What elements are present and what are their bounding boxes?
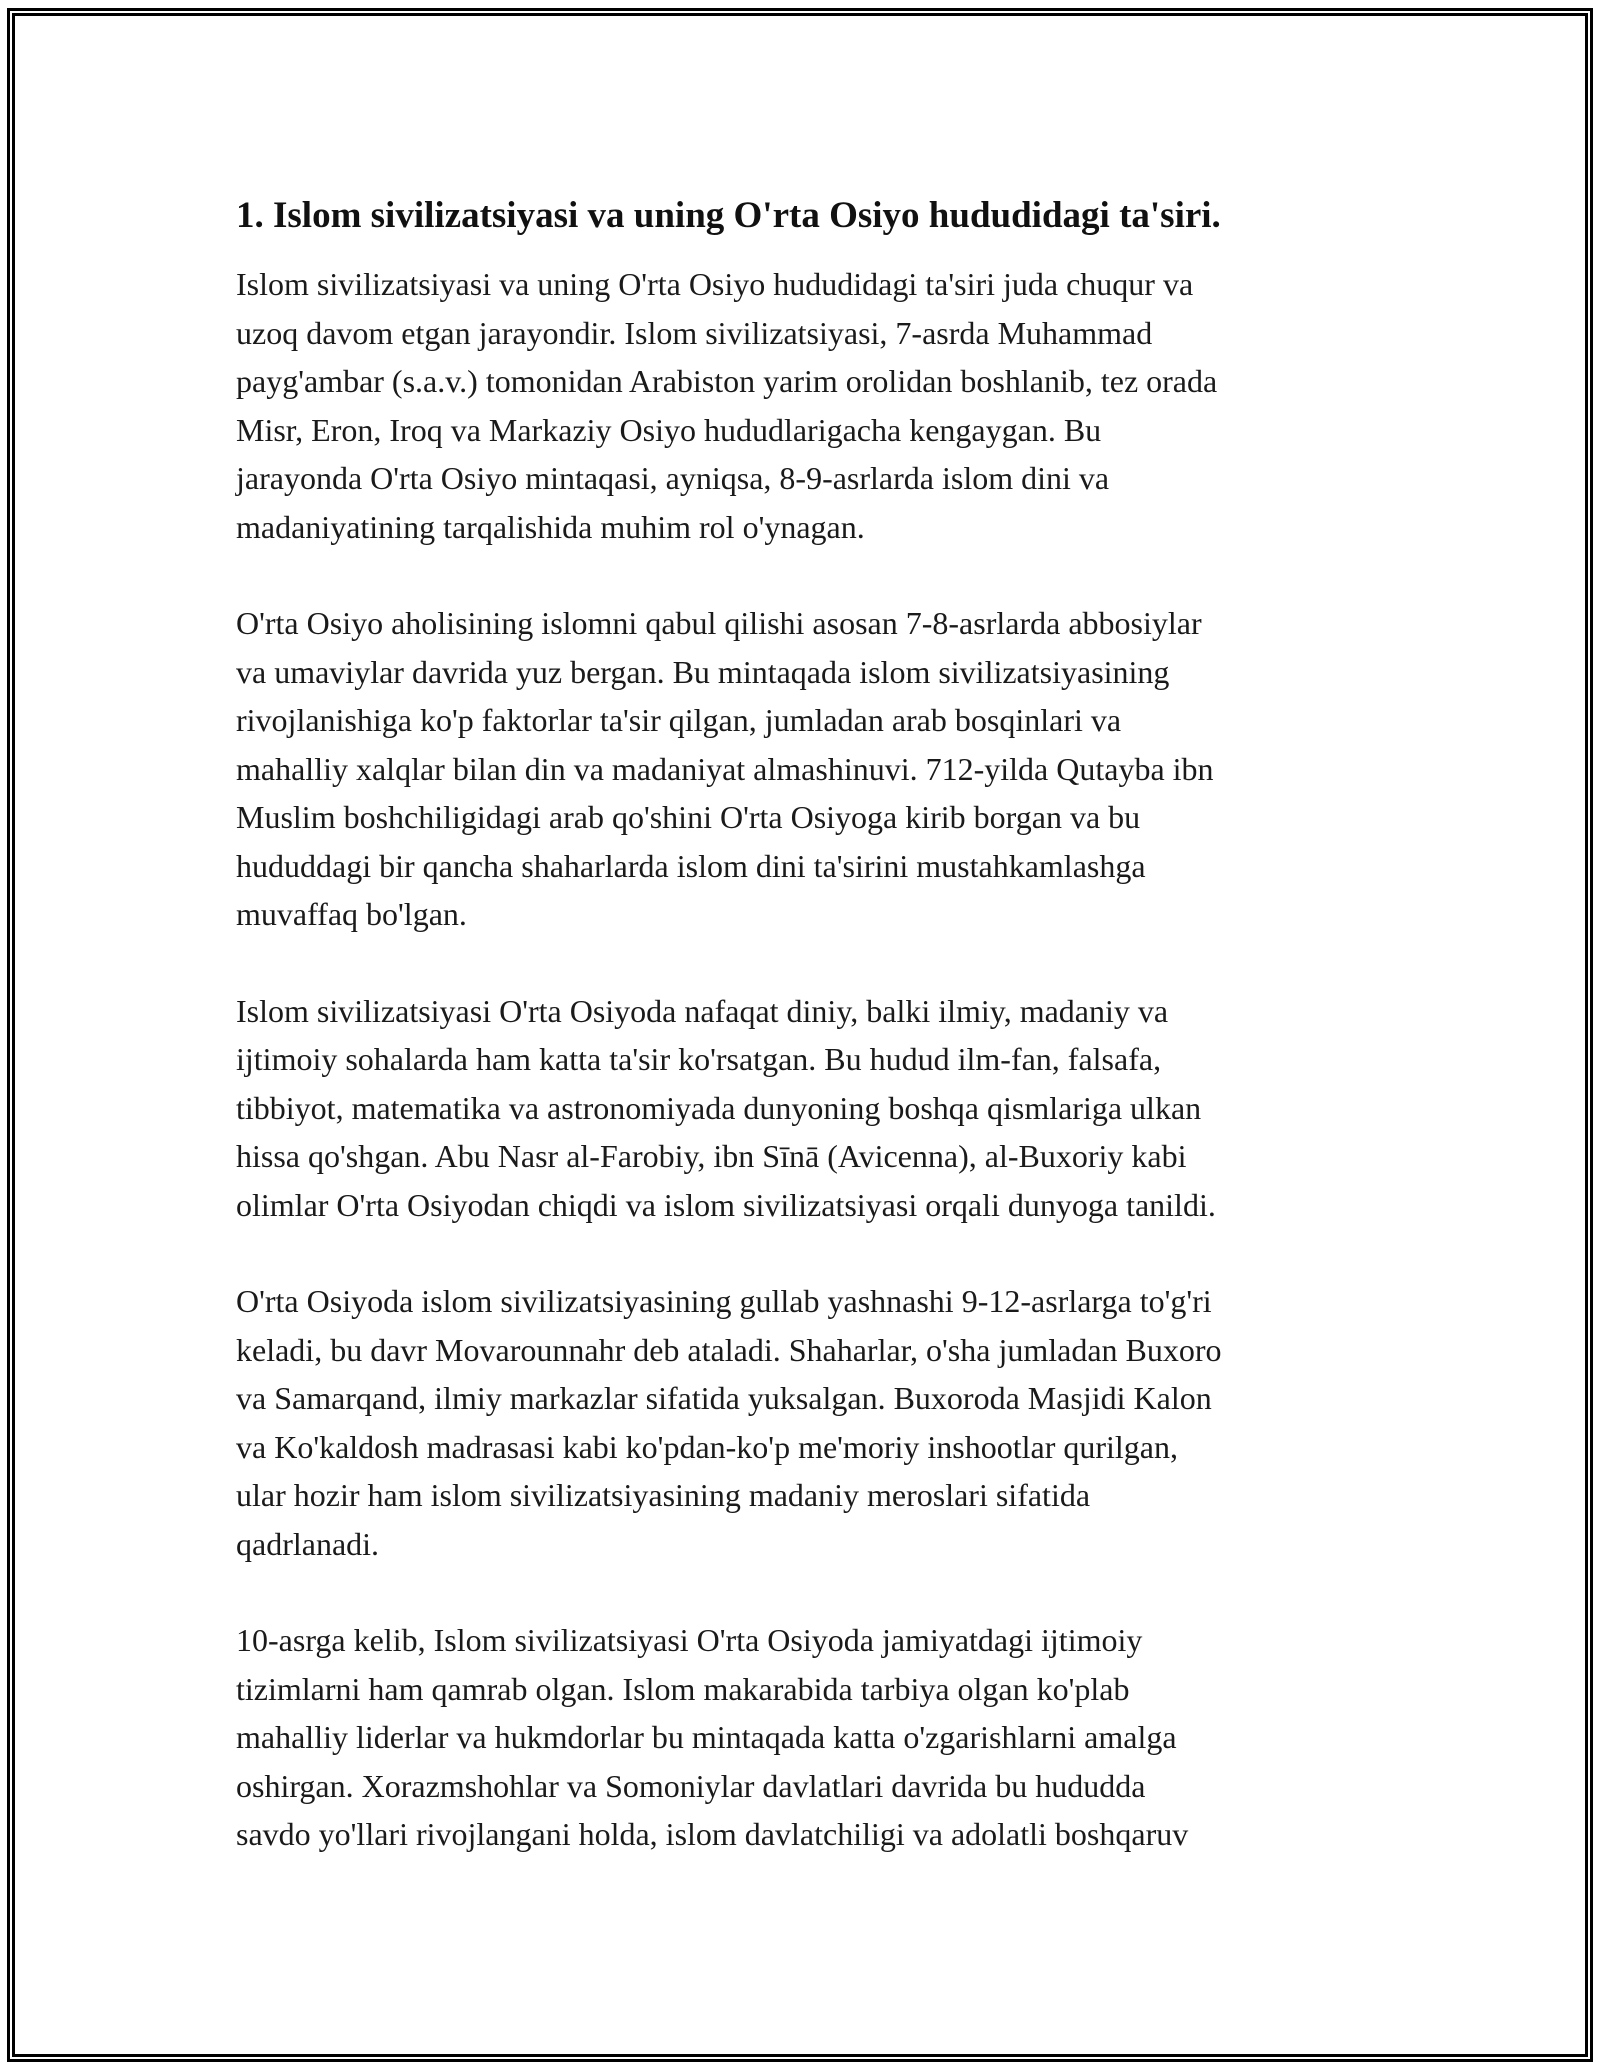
text-line: va Samarqand, ilmiy markazlar sifatida yuksalgan. Buxoroda Masjidi Kalon xyxy=(236,1380,1212,1416)
text-line: olimlar O'rta Osiyodan chiqdi va islom sivilizatsiyasi orqali dunyoga tanildi. xyxy=(236,1186,1216,1223)
text-line: savdo yo'llari rivojlangani holda, islom davlatchiligi va adolatli boshqaruv xyxy=(236,1816,1189,1852)
text-line: mahalliy xalqlar bilan din va madaniyat almashinuvi. 712-yilda Qutayba ibn xyxy=(236,750,1214,787)
text-line: Islom sivilizatsiyasi O'rta Osiyoda nafaqat diniy, balki ilmiy, madaniy va xyxy=(236,992,1169,1029)
text-line: Islom sivilizatsiyasi va uning O'rta Osiyo hududidagi ta'siri juda chuqur va xyxy=(236,266,1194,302)
text-line: 10-asrga kelib, Islom sivilizatsiyasi O'rta Osiyoda jamiyatdagi ijtimoiy xyxy=(236,1622,1143,1658)
text-line: madaniyatining tarqalishida muhim rol o'ynagan. xyxy=(236,508,865,545)
text-line: va umaviylar davrida yuz bergan. Bu mintaqada islom sivilizatsiyasining xyxy=(236,653,1170,690)
text-line: payg'ambar (s.a.v.) tomonidan Arabiston yarim orolidan boshlanib, tez orada xyxy=(236,363,1218,399)
paragraph-5 xyxy=(236,1616,1376,1859)
text-line: ijtimoiy sohalarda ham katta ta'sir ko'rsatgan. Bu hudud ilm-fan, falsafa, xyxy=(236,1041,1162,1077)
text-line: tizimlarni ham qamrab olgan. Islom makarabida tarbiya olgan ko'plab xyxy=(236,1670,1130,1707)
text-line: muvaffaq bo'lgan. xyxy=(236,896,467,932)
document-body xyxy=(236,188,1376,1907)
paragraph-4 xyxy=(236,1277,1376,1568)
text-line: mahalliy liderlar va hukmdorlar bu mintaqada katta o'zgarishlarni amalga xyxy=(236,1719,1177,1755)
text-line: oshirgan. Xorazmshohlar va Somoniylar davlatlari davrida bu hududda xyxy=(236,1767,1146,1804)
text-line: qadrlanadi. xyxy=(236,1525,380,1562)
text-line: Misr, Eron, Iroq va Markaziy Osiyo hududlarigacha kengaygan. Bu xyxy=(236,411,1102,448)
section-heading: 1. Islom sivilizatsiyasi va uning O'rta Osiyo hududidagi ta'siri. xyxy=(236,195,1221,236)
text-line: hissa qo'shgan. Abu Nasr al-Farobiy, ibn Sīnā (Avicenna), al-Buxoriy kabi xyxy=(236,1138,1187,1174)
text-line: jarayonda O'rta Osiyo mintaqasi, ayniqsa, 8-9-asrlarda islom dini va xyxy=(236,460,1110,496)
paragraph-1 xyxy=(236,260,1376,551)
text-line: O'rta Osiyoda islom sivilizatsiyasining gullab yashnashi 9-12-asrlarga to'g'ri xyxy=(236,1283,1212,1319)
paragraph-2 xyxy=(236,599,1376,939)
text-line: Muslim boshchiligidagi arab qo'shini O'rta Osiyoga kirib borgan va bu xyxy=(236,799,1141,835)
text-line: O'rta Osiyo aholisining islomni qabul qilishi asosan 7-8-asrlarda abbosiylar xyxy=(236,605,1202,641)
text-line: rivojlanishiga ko'p faktorlar ta'sir qilgan, jumladan arab bosqinlari va xyxy=(236,702,1122,738)
text-line: va Ko'kaldosh madrasasi kabi ko'pdan-ko'p me'moriy inshootlar qurilgan, xyxy=(236,1428,1178,1465)
text-line: keladi, bu davr Movarounnahr deb ataladi. Shaharlar, o'sha jumladan Buxoro xyxy=(236,1331,1222,1368)
paragraph-3 xyxy=(236,987,1376,1230)
text-line: hududdagi bir qancha shaharlarda islom dini ta'sirini mustahkamlashga xyxy=(236,847,1146,884)
text-line: tibbiyot, matematika va astronomiyada dunyoning boshqa qismlariga ulkan xyxy=(236,1089,1202,1126)
text-line: ular hozir ham islom sivilizatsiyasining madaniy meroslari sifatida xyxy=(236,1477,1091,1513)
text-line: uzoq davom etgan jarayondir. Islom sivilizatsiyasi, 7-asrda Muhammad xyxy=(236,314,1153,351)
